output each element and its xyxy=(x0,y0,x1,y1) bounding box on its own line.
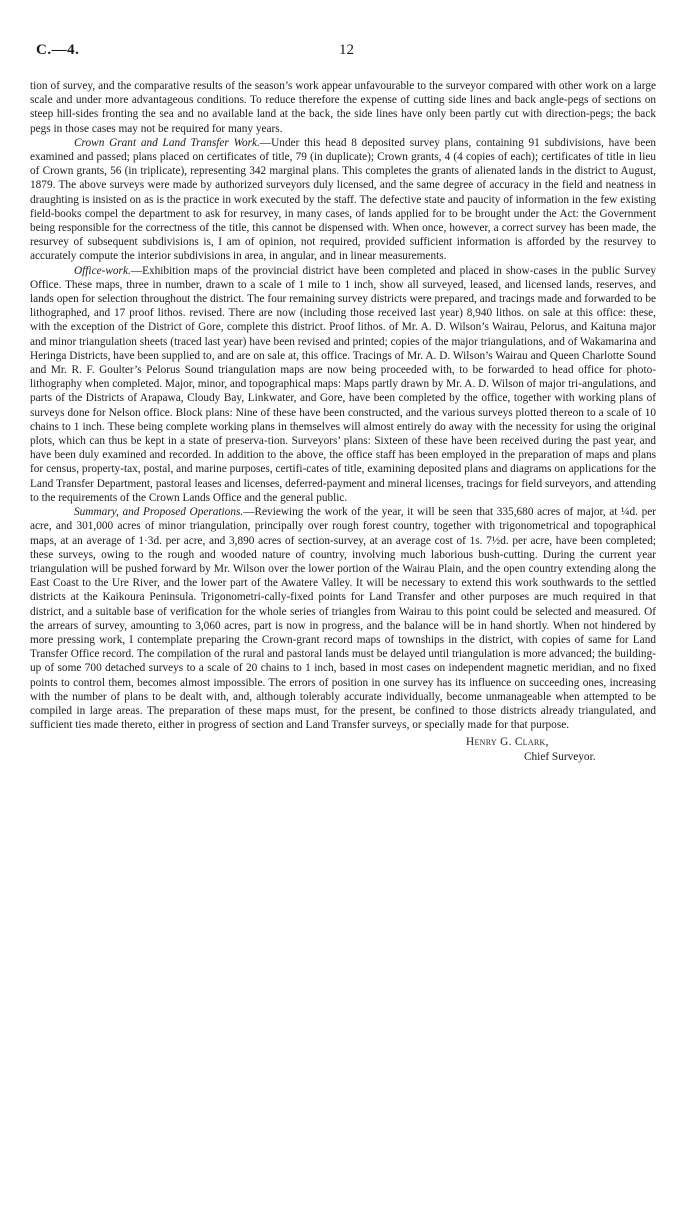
page-number: 12 xyxy=(339,42,354,58)
paragraph-text: —Reviewing the work of the year, it will be seen that 335,680 acres of major, at ¼d. per acre, and 301,000 acres of minor triangulation, principally over rough forest country, together with trigonometrical and topographical maps, at an average of 1·3d. per acre, and 3,890 acres of section-survey, at an average cost of 1s. 7½d. per acre, have been completed; these surveys, owing to the rough and wooded nature of country, involving much laborious bush-cutting. During the current year triangulation will be pushed forward by Mr. Wilson over the lower portion of the Wairau Plain, and the open country extending along the East Coast to the Ure River, and the lower part of the Awatere Valley. It will be necessary to extend this work southwards to the settled districts at the Kaikoura Peninsula. Trigonometri-cally-fixed points for Land Transfer and other purposes are much required in that district, and a suitable base of verification for the whole series of triangles from Wairau to this point could be selected and measured. Of the arrears of survey, amounting to 3,060 acres, part is now in progress, and the balance will be in hand shortly. When not hindered by more pressing work, I contemplate preparing the Crown-grant record maps of townships in the district, with copies of same for Land Transfer Office record. The compilation of the rural and pastoral lands must be delayed until triangulation is more advanced; the building-up of some 700 detached surveys to a scale of 20 chains to 1 inch, based in most cases on independent magnetic meridian, and no fixed points to control them, becomes almost impossible. The errors of position in one survey has its influence on succeeding ones, increasing with the number of plans to be dealt with, and, although tolerably accurate individually, become unmanageable when attempted to be compiled in large areas. The preparation of these maps must, for the present, be confined to those districts already triangulated, and sufficient ties made thereto, either in progress of section and Land Transfer surveys, or specially made for that purpose. xyxy=(30,506,656,732)
signatory-title: Chief Surveyor. xyxy=(524,751,596,764)
paragraph-heading: Crown Grant and Land Transfer Work. xyxy=(74,136,260,149)
paragraph-heading: Summary, and Proposed Operations. xyxy=(74,506,244,519)
body-text xyxy=(30,79,656,732)
paragraph-text: —Exhibition maps of the provincial district have been completed and placed in show-cases in the public Survey Office. These maps, three in number, drawn to a scale of 1 mile to 1 inch, show all surveyed, leased, and licensed lands, reserves, and lands open for selection throughout the district. The four remaining survey districts were prepared, and tracings made and forwarded to be lithographed, and 17 proof lithos. revised. There are now (including those received last year) 8,940 lithos. on sale at this office: these, with the exception of the District of Gore, complete this district. Proof lithos. of Mr. A. D. Wilson’s Wairau, Pelorus, and Kaituna major and minor triangulation sheets (traced last year) have been revised and printed; copies of the major triangulations, and of Wakamarina and Heringa Districts, have been supplied to, and are on sale at, this office. Tracings of Mr. A. D. Wilson’s Wairau and Queen Charlotte Sound and Mr. R. F. Goulter’s Pelorus Sound triangulation maps are now being proceeded with, to be forwarded to head office for photo-lithography when completed. Major, minor, and topographical maps: Maps partly drawn by Mr. A. D. Wilson of major tri-angulations, and parts of the Districts of Arapawa, Cloudy Bay, Linkwater, and Gore, have been completed by the office, together with working plans of surveys done for Nelson office. Block plans: Nine of these have been constructed, and the various surveys plotted thereon to a scale of 10 chains to 1 inch. These being complete working plans in themselves will almost entirely do away with the necessity for using the original plots, which can thus be kept in a state of preserva-tion. Surveyors’ plans: Sixteen of these have been received during the past year, and have been duly examined and recorded. In addition to the above, the office staff has been employed in the preparation of maps and plans for census, property-tax, postal, and marine purposes, certifi-cates of title, examining deposited plans and diagrams on applications for the Land Transfer Department, pastoral leases and licenses, deferred-payment and mineral licenses, tracings for field surveyors, and attending to the requirements of the Crown Lands Office and the general public. xyxy=(30,264,656,504)
document-code: C.—4. xyxy=(36,42,80,58)
paragraph-continuation xyxy=(30,79,656,136)
paragraph-office-work xyxy=(30,264,656,505)
paragraph-text: —Under this head 8 deposited survey plans, containing 91 subdivisions, have been examined and passed; plans placed on certificates of title, 79 (in duplicate); Crown grants, 4 (4 copies of each); certificates of title in lieu of Crown grants, 56 (in triplicate), representing 342 marginal plans. This completes the grants of alienated lands in the district to August, 1879. The above surveys were made by authorized surveyors duly licensed, and the same degree of accuracy in the field and neatness in draughting is insisted on as is the practice in work executed by the staff. The defective state and paucity of information in the few existing field-books compel the department to ask for resurvey, in many cases, of lands applied for to be brought under the Act: the Government being responsible for the correctness of the title, this cannot be dispensed with. When once, however, a correct survey has been made, the resurvey of subsequent subdivisions is, I am of opinion, not required, provided sufficient information is afforded by the resurvey to accurately compute the interior subdivisions in area, in angular, and in linear measurements. xyxy=(30,136,656,263)
paragraph-heading: Office-work. xyxy=(74,264,131,277)
paragraph-crown-grant xyxy=(30,136,656,264)
paragraph-text: tion of survey, and the comparative results of the season’s work appear unfavourable to the surveyor compared with other work on a large scale and under more advantageous conditions. To reduce therefore the expense of cutting side lines and back angle-pegs of sections on steep hill-sides fronting the sea and no available land at the back, the side lines have only been partly cut with direction-pegs; the back pegs in those cases may not be required for many years. xyxy=(30,80,656,135)
paragraph-summary xyxy=(30,505,656,732)
document-page xyxy=(30,0,656,765)
signature-block xyxy=(30,735,656,765)
page-header xyxy=(30,42,656,72)
signatory-name: Henry G. Clark, xyxy=(466,736,549,749)
